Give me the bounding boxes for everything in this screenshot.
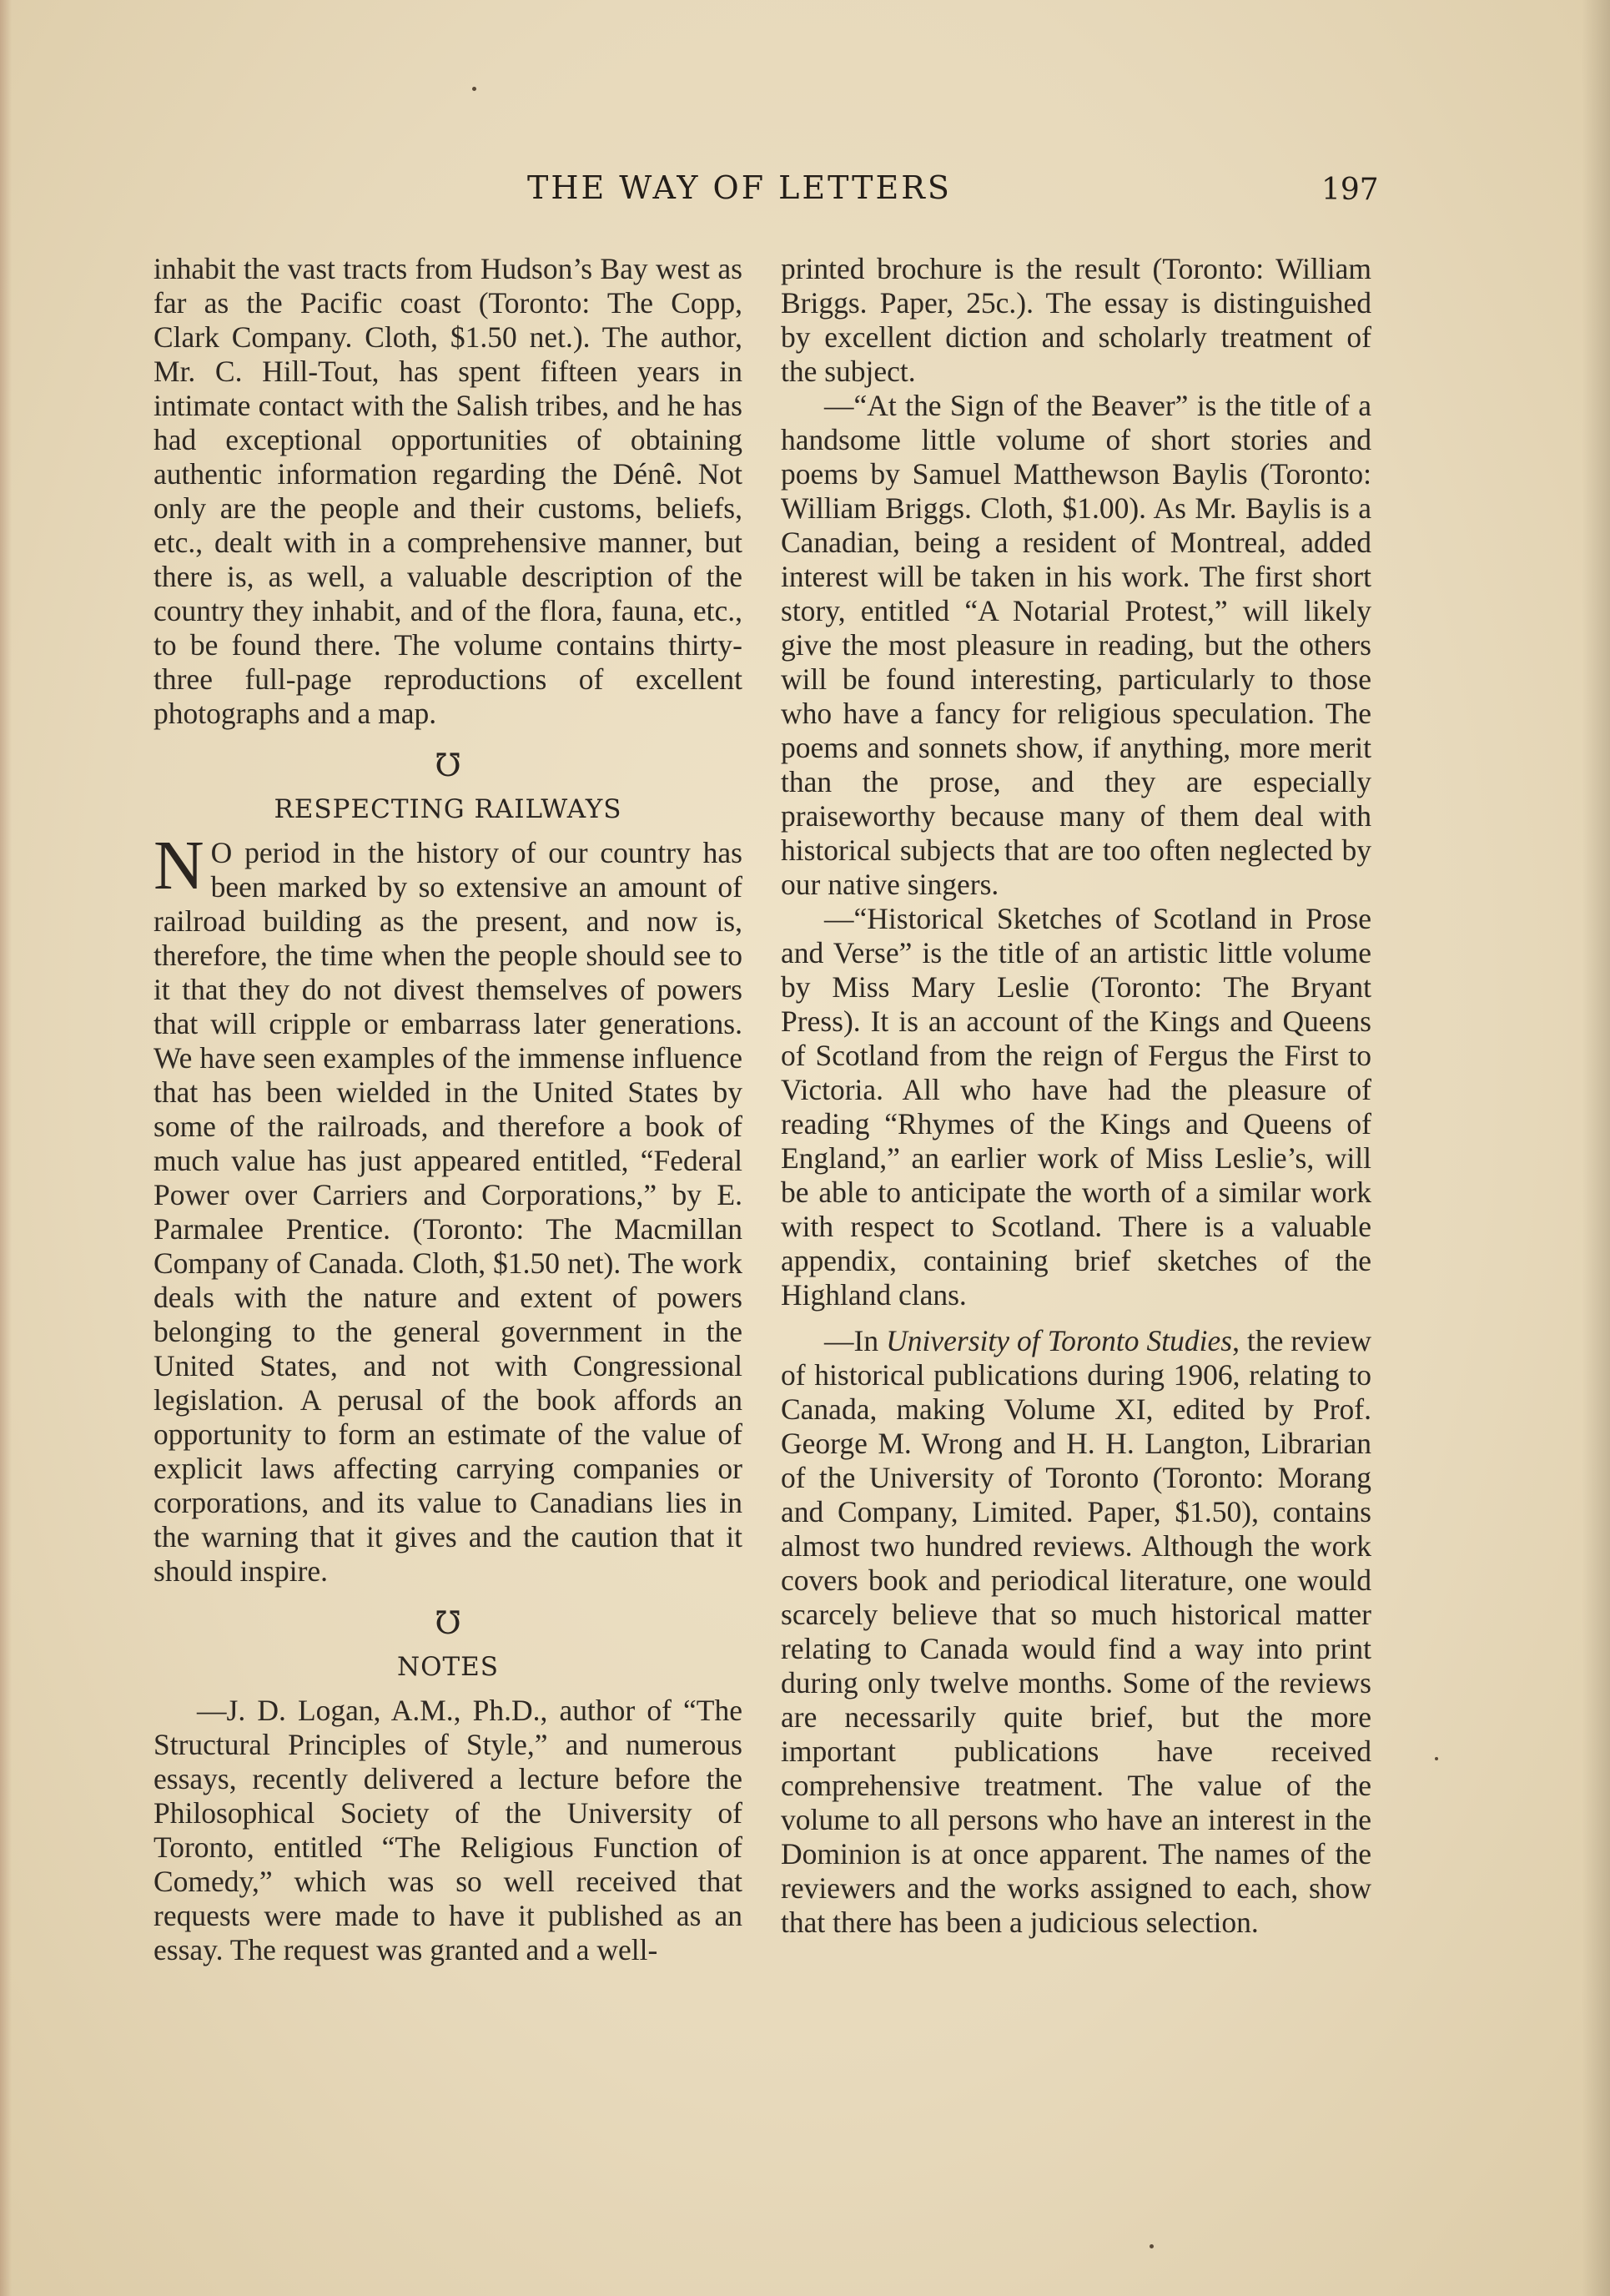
right-column bbox=[781, 252, 1371, 1940]
running-head bbox=[0, 169, 1610, 219]
notes-heading: NOTES bbox=[396, 1652, 500, 1682]
beaver-note: —“At the Sign of the Beaver” is the title of a handsome little volume of short stories and poems by Samuel Matthewson Baylis (Toronto: William Briggs. Cloth, $1.00). As Mr. Baylis is a Canadian, being a resident of Montreal, added interest will be taken in his work. The first short story, entitled “A Notarial Protest,” will likely give the most pleasure in reading, but the others will be found interesting, particularly to those who have a fancy for religious speculation. The poems and sonnets show, if anything, more merit than the prose, and they are especially praiseworthy because many of them deal with historical subjects that are too often neglected by our native singers. bbox=[781, 389, 1371, 901]
railways-body: O period in the history of our country has been marked by so extensive an amount of railroad building as the present, and now is, therefore, the time when the people should see to it that they do not divest themselves of powers that will cripple or embarrass later generations. We have seen examples of the immense influence that has been wielded in the United States by some of the railroads, and therefore a book of much value has just appeared entitled, “Federal Power over Carriers and Corporations,” by E. Parmalee Prentice. (Toronto: The Macmillan Company of Canada. Cloth, $1.50 net). The work deals with the nature and extent of powers belonging to the general government in the United States, and not with Congressional legislation. A perusal of the book affords an opportunity to form an estimate of the value of explicit laws affecting carrying companies or corporations, and its value to Canadians lies in the warning that it gives and the caution that it should inspire. bbox=[153, 836, 742, 1588]
section-ornament-icon: ℧ bbox=[435, 748, 461, 783]
railways-heading: RESPECTING RAILWAYS bbox=[274, 794, 622, 824]
page-spine-shadow bbox=[1582, 0, 1610, 2296]
studies-note-body: , the review of historical publications during 1906, relating to Canada, making Volume XI, edited by Prof. George M. Wrong and H. H. Langton, Librarian of the University of Toronto (Toronto: Morang and Company, Limited. Paper, $1.50), contains almost two hundred reviews. Although the work covers book and periodical literature, one would scarcely believe that so much historical matter relating to Canada would find a way into print during only twelve months. Some of the reviews are necessarily quite brief, but the more important publications have received comprehensive treatment. The value of the volume to all persons who have an interest in the Dominion is at once apparent. The names of the reviewers and the works assigned to each, show that there has been a judicious selection. bbox=[781, 1324, 1371, 1939]
page-left-edge bbox=[0, 0, 12, 2296]
section-ornament-icon: ℧ bbox=[435, 1606, 461, 1641]
left-column bbox=[153, 252, 742, 1967]
studies-note-lead: —In bbox=[824, 1324, 887, 1357]
page-number: 197 bbox=[1321, 173, 1379, 207]
paper-speck bbox=[472, 87, 476, 91]
studies-note bbox=[781, 1324, 1371, 1940]
running-title: THE WAY OF LETTERS bbox=[527, 169, 952, 206]
paper-speck bbox=[1435, 1757, 1438, 1760]
paper-speck bbox=[1150, 2244, 1154, 2248]
logan-note: —J. D. Logan, A.M., Ph.D., author of “The Structural Principles of Style,” and numerous essays, recently delivered a lecture before the Philosophical Society of the University of Toronto, entitled “The Religious Function of Comedy,” which was so well received that requests were made to have it published as an essay. The request was granted and a well- bbox=[153, 1694, 742, 1966]
intro-paragraph: inhabit the vast tracts from Hudson’s Bay west as far as the Pacific coast (Toronto: The Copp, Clark Company. Cloth, $1.50 net.). The author, Mr. C. Hill-Tout, has spent fifteen years in intimate contact with the Salish tribes, and he has had exceptional opportunities of obtaining authentic information regarding the Dénê. Not only are the people and their customs, beliefs, etc., dealt with in a comprehensive manner, but there is, as well, a valuable description of the country they inhabit, and of the flora, fauna, etc., to be found there. The volume contains thirty-three full-page reproductions of excellent photographs and a map. bbox=[153, 252, 742, 730]
drop-cap: N bbox=[153, 827, 204, 904]
railways-paragraph bbox=[153, 827, 742, 1589]
studies-title: University of Toronto Studies bbox=[886, 1324, 1233, 1357]
brochure-continuation: printed brochure is the result (Toronto: William Briggs. Paper, 25c.). The essay is distinguished by excellent diction and scholarly treatment of the subject. bbox=[781, 252, 1371, 388]
scotland-note: —“Historical Sketches of Scotland in Prose and Verse” is the title of an artistic little volume by Miss Mary Leslie (Toronto: The Bryant Press). It is an account of the Kings and Queens of Scotland from the reign of Fergus the First to Victoria. All who have had the pleasure of reading “Rhymes of the Kings and Queens of England,” an earlier work of Miss Leslie’s, will be able to anticipate the worth of a similar work with respect to Scotland. There is a valuable appendix, containing brief sketches of the Highland clans. bbox=[781, 902, 1371, 1312]
